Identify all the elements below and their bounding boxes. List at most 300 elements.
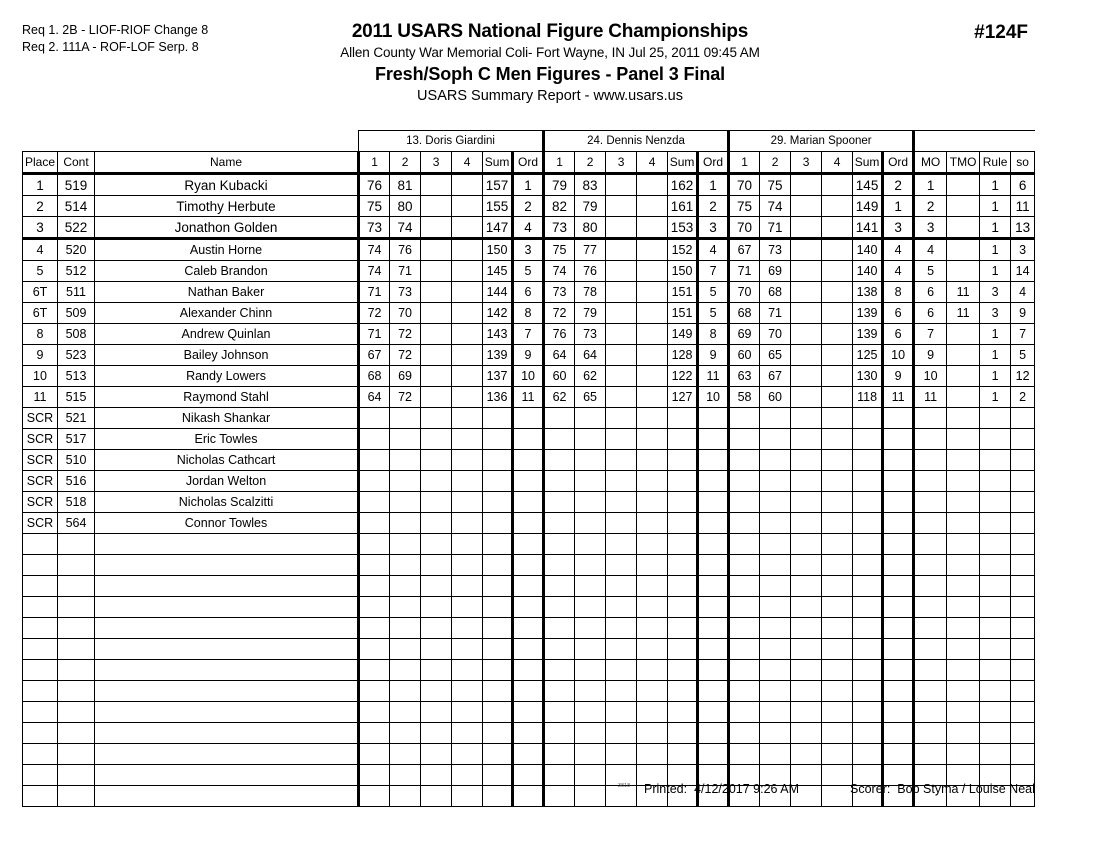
cell-rule: 3 (980, 282, 1011, 303)
cell-judge2-figure4 (637, 429, 668, 450)
cell-judge3-sum (853, 534, 883, 555)
cell-judge3-figure1: 60 (729, 345, 760, 366)
cell-name (95, 702, 359, 723)
cell-judge3-figure4 (822, 723, 853, 744)
cell-tmo (947, 217, 980, 239)
table-row-blank[interactable] (23, 639, 1035, 660)
table-row[interactable] (23, 282, 1035, 303)
cell-judge2-figure4 (637, 387, 668, 408)
table-row[interactable] (23, 492, 1035, 513)
cell-judge2-ord (698, 576, 729, 597)
cell-judge1-figure2: 73 (390, 282, 421, 303)
cell-judge2-figure3 (606, 196, 637, 217)
cell-judge3-sum (853, 576, 883, 597)
cell-mo: 9 (914, 345, 947, 366)
cell-judge3-figure2: 69 (760, 261, 791, 282)
cell-judge2-figure2: 64 (575, 345, 606, 366)
cell-judge2-figure3 (606, 723, 637, 744)
cell-rule: 1 (980, 261, 1011, 282)
cell-place: 10 (23, 366, 58, 387)
cell-judge2-figure2 (575, 513, 606, 534)
cell-judge1-figure2 (390, 723, 421, 744)
table-row[interactable] (23, 408, 1035, 429)
cell-so (1011, 492, 1035, 513)
cell-mo (914, 660, 947, 681)
cell-judge3-figure1 (729, 702, 760, 723)
cell-place (23, 555, 58, 576)
cell-judge1-sum (483, 681, 513, 702)
cell-cont (58, 534, 95, 555)
cell-judge1-figure2 (390, 660, 421, 681)
header-judge3-figure-3: 3 (791, 152, 822, 174)
cell-judge2-ord (698, 744, 729, 765)
cell-judge3-figure1 (729, 492, 760, 513)
header-judge1-figure-1: 1 (359, 152, 390, 174)
cell-judge1-sum (483, 723, 513, 744)
cell-tmo (947, 555, 980, 576)
cell-judge2-figure3 (606, 324, 637, 345)
cell-name (95, 660, 359, 681)
cell-judge1-figure1 (359, 534, 390, 555)
cell-so: 4 (1011, 282, 1035, 303)
header-judge2-figure-4: 4 (637, 152, 668, 174)
cell-judge1-ord: 3 (513, 239, 544, 261)
cell-judge3-sum: 145 (853, 174, 883, 196)
table-row-blank[interactable] (23, 534, 1035, 555)
cell-mo (914, 744, 947, 765)
table-row-blank[interactable] (23, 597, 1035, 618)
cell-judge3-figure3 (791, 239, 822, 261)
cell-judge2-figure1: 73 (544, 282, 575, 303)
cell-judge1-figure1 (359, 492, 390, 513)
cell-judge1-figure4 (452, 513, 483, 534)
cell-judge1-sum: 142 (483, 303, 513, 324)
table-row[interactable] (23, 324, 1035, 345)
cell-judge3-figure4 (822, 492, 853, 513)
cell-judge1-ord (513, 576, 544, 597)
cell-judge3-figure2: 71 (760, 303, 791, 324)
cell-judge2-figure1 (544, 408, 575, 429)
cell-place (23, 681, 58, 702)
table-row-blank[interactable] (23, 744, 1035, 765)
cell-so: 9 (1011, 303, 1035, 324)
cell-judge1-figure4 (452, 492, 483, 513)
cell-judge2-figure2: 62 (575, 366, 606, 387)
cell-so: 7 (1011, 324, 1035, 345)
cell-judge1-ord (513, 618, 544, 639)
cell-judge3-figure1 (729, 555, 760, 576)
cell-judge1-sum: 155 (483, 196, 513, 217)
cell-cont (58, 555, 95, 576)
header-mo: MO (914, 152, 947, 174)
table-row[interactable] (23, 303, 1035, 324)
table-row-blank[interactable] (23, 555, 1035, 576)
cell-judge1-figure4 (452, 217, 483, 239)
cell-judge3-sum (853, 618, 883, 639)
cell-judge2-ord (698, 660, 729, 681)
cell-so (1011, 702, 1035, 723)
header-judge1-sum: Sum (483, 152, 513, 174)
cell-judge1-ord (513, 513, 544, 534)
table-row[interactable] (23, 217, 1035, 239)
cell-judge3-ord: 4 (883, 261, 914, 282)
cell-judge2-figure2 (575, 639, 606, 660)
cell-judge3-figure2 (760, 639, 791, 660)
cell-judge1-figure2: 71 (390, 261, 421, 282)
cell-judge1-figure2 (390, 597, 421, 618)
cell-judge3-figure1: 63 (729, 366, 760, 387)
header-judge2-figure-2: 2 (575, 152, 606, 174)
cell-rule (980, 492, 1011, 513)
cell-judge3-figure2 (760, 660, 791, 681)
cell-judge1-figure4 (452, 744, 483, 765)
cell-judge3-figure2 (760, 744, 791, 765)
cell-judge2-figure1: 60 (544, 366, 575, 387)
cell-mo (914, 702, 947, 723)
cell-name: Ryan Kubacki (95, 174, 359, 196)
cell-judge3-sum (853, 555, 883, 576)
cell-judge2-sum (668, 534, 698, 555)
cell-judge2-figure3 (606, 303, 637, 324)
cell-judge3-figure4 (822, 303, 853, 324)
cell-rule: 1 (980, 366, 1011, 387)
cell-judge1-sum: 150 (483, 239, 513, 261)
cell-judge3-figure2 (760, 471, 791, 492)
table-row[interactable] (23, 429, 1035, 450)
cell-mo: 5 (914, 261, 947, 282)
cell-judge1-sum (483, 450, 513, 471)
cell-judge2-figure1: 74 (544, 261, 575, 282)
cell-so (1011, 597, 1035, 618)
cell-mo (914, 513, 947, 534)
cell-judge1-figure1 (359, 597, 390, 618)
table-row[interactable] (23, 345, 1035, 366)
table-row-blank[interactable] (23, 702, 1035, 723)
cell-judge1-ord (513, 429, 544, 450)
cell-judge2-ord: 5 (698, 282, 729, 303)
judge-header-2: 24. Dennis Nenzda (544, 131, 729, 152)
cell-judge2-figure3 (606, 576, 637, 597)
cell-cont (58, 597, 95, 618)
cell-judge3-figure1 (729, 576, 760, 597)
cell-name: Caleb Brandon (95, 261, 359, 282)
cell-judge2-sum (668, 660, 698, 681)
cell-judge2-ord: 11 (698, 366, 729, 387)
cell-tmo (947, 576, 980, 597)
cell-judge2-figure4 (637, 576, 668, 597)
cell-judge1-figure3 (421, 174, 452, 196)
cell-judge3-figure2 (760, 513, 791, 534)
cell-tmo (947, 681, 980, 702)
header-judge1-figure-3: 3 (421, 152, 452, 174)
cell-judge2-sum (668, 450, 698, 471)
cell-rule (980, 618, 1011, 639)
cell-place (23, 618, 58, 639)
scorer-label: Scorer: (850, 782, 891, 796)
cell-judge1-figure1 (359, 702, 390, 723)
table-row-blank[interactable] (23, 660, 1035, 681)
cell-tmo (947, 366, 980, 387)
header-tmo: TMO (947, 152, 980, 174)
printed-timestamp (644, 782, 799, 796)
cell-judge1-figure4 (452, 723, 483, 744)
cell-name: Alexander Chinn (95, 303, 359, 324)
cell-judge2-ord (698, 723, 729, 744)
cell-mo: 1 (914, 174, 947, 196)
cell-name: Connor Towles (95, 513, 359, 534)
cell-judge1-figure3 (421, 492, 452, 513)
cell-mo (914, 639, 947, 660)
cell-judge3-sum (853, 660, 883, 681)
cell-judge1-figure3 (421, 196, 452, 217)
cell-judge2-sum (668, 681, 698, 702)
cell-judge2-figure3 (606, 492, 637, 513)
cell-judge2-figure3 (606, 366, 637, 387)
table-row-blank[interactable] (23, 681, 1035, 702)
cell-judge2-ord (698, 702, 729, 723)
cell-judge2-sum: 150 (668, 261, 698, 282)
cell-mo: 4 (914, 239, 947, 261)
cell-mo: 7 (914, 324, 947, 345)
cell-name: Timothy Herbute (95, 196, 359, 217)
cell-judge2-figure1 (544, 429, 575, 450)
table-row[interactable] (23, 471, 1035, 492)
cell-judge3-figure3 (791, 174, 822, 196)
header-so: so (1011, 152, 1035, 174)
cell-judge1-figure4 (452, 282, 483, 303)
cell-so (1011, 513, 1035, 534)
cell-judge2-figure2 (575, 576, 606, 597)
cell-judge2-sum: 162 (668, 174, 698, 196)
cell-judge1-sum (483, 513, 513, 534)
cell-mo: 6 (914, 282, 947, 303)
cell-judge2-figure1 (544, 513, 575, 534)
table-row[interactable] (23, 450, 1035, 471)
cell-judge2-ord: 9 (698, 345, 729, 366)
cell-judge1-sum (483, 555, 513, 576)
cell-judge1-figure4 (452, 174, 483, 196)
table-row[interactable] (23, 239, 1035, 261)
cell-judge2-figure4 (637, 450, 668, 471)
cell-judge1-ord (513, 597, 544, 618)
cell-mo (914, 408, 947, 429)
cell-judge3-figure3 (791, 576, 822, 597)
cell-name: Jonathon Golden (95, 217, 359, 239)
cell-judge3-figure4 (822, 217, 853, 239)
cell-so: 3 (1011, 239, 1035, 261)
cell-judge2-figure4 (637, 597, 668, 618)
cell-judge3-figure3 (791, 303, 822, 324)
cell-judge3-figure1 (729, 429, 760, 450)
table-row[interactable] (23, 261, 1035, 282)
cell-judge3-sum (853, 723, 883, 744)
cell-tmo (947, 387, 980, 408)
cell-judge2-ord: 1 (698, 174, 729, 196)
cell-rule (980, 723, 1011, 744)
cell-rule (980, 597, 1011, 618)
cell-cont: 522 (58, 217, 95, 239)
cell-judge2-figure1 (544, 660, 575, 681)
cell-judge2-figure2 (575, 597, 606, 618)
cell-judge2-figure2: 80 (575, 217, 606, 239)
table-row[interactable] (23, 387, 1035, 408)
cell-judge2-figure2 (575, 660, 606, 681)
cell-judge3-figure4 (822, 324, 853, 345)
cell-judge1-figure4 (452, 702, 483, 723)
table-row[interactable] (23, 366, 1035, 387)
cell-judge3-figure2 (760, 429, 791, 450)
cell-judge3-figure2: 70 (760, 324, 791, 345)
cell-mo: 3 (914, 217, 947, 239)
cell-judge2-ord (698, 639, 729, 660)
cell-judge1-figure2 (390, 450, 421, 471)
cell-judge2-figure4 (637, 217, 668, 239)
cell-judge1-sum (483, 471, 513, 492)
cell-judge1-figure4 (452, 639, 483, 660)
cell-rule: 1 (980, 196, 1011, 217)
cell-judge2-sum: 127 (668, 387, 698, 408)
cell-judge1-figure3 (421, 471, 452, 492)
cell-judge1-figure2: 72 (390, 324, 421, 345)
cell-judge1-figure1: 74 (359, 239, 390, 261)
cell-judge2-figure2: 76 (575, 261, 606, 282)
cell-judge2-figure3 (606, 681, 637, 702)
cell-judge3-figure2 (760, 702, 791, 723)
cell-judge3-figure4 (822, 639, 853, 660)
cell-place: SCR (23, 513, 58, 534)
cell-name (95, 576, 359, 597)
cell-judge2-sum (668, 702, 698, 723)
cell-judge3-figure2: 74 (760, 196, 791, 217)
cell-so (1011, 681, 1035, 702)
cell-tmo: 11 (947, 282, 980, 303)
cell-judge2-sum: 152 (668, 239, 698, 261)
cell-judge2-ord: 3 (698, 217, 729, 239)
table-row-blank[interactable] (23, 723, 1035, 744)
cell-judge3-ord: 9 (883, 366, 914, 387)
cell-so (1011, 618, 1035, 639)
requirement-line-1: Req 1. 2B - LIOF-RIOF Change 8 (22, 23, 209, 37)
cell-judge1-figure1 (359, 408, 390, 429)
cell-judge3-sum: 125 (853, 345, 883, 366)
cell-judge3-figure1 (729, 513, 760, 534)
cell-cont (58, 618, 95, 639)
cell-cont: 511 (58, 282, 95, 303)
cell-judge3-ord: 11 (883, 387, 914, 408)
cell-judge1-figure2: 72 (390, 387, 421, 408)
table-row-blank[interactable] (23, 618, 1035, 639)
cell-tmo (947, 345, 980, 366)
cell-judge3-figure1: 75 (729, 196, 760, 217)
table-row[interactable] (23, 174, 1035, 196)
cell-so: 12 (1011, 366, 1035, 387)
cell-judge1-ord (513, 492, 544, 513)
cell-so (1011, 429, 1035, 450)
cell-judge1-sum: 143 (483, 324, 513, 345)
cell-judge2-figure1: 64 (544, 345, 575, 366)
cell-name (95, 534, 359, 555)
cell-judge2-figure3 (606, 387, 637, 408)
cell-judge1-sum (483, 639, 513, 660)
cell-judge2-ord (698, 471, 729, 492)
cell-rule (980, 429, 1011, 450)
cell-judge1-figure4 (452, 450, 483, 471)
cell-mo (914, 471, 947, 492)
cell-judge3-sum (853, 681, 883, 702)
cell-judge3-figure2 (760, 492, 791, 513)
table-row[interactable] (23, 513, 1035, 534)
cell-judge3-figure3 (791, 324, 822, 345)
cell-judge2-figure1: 82 (544, 196, 575, 217)
cell-judge2-figure2: 79 (575, 196, 606, 217)
cell-judge1-figure3 (421, 366, 452, 387)
cell-rule: 1 (980, 239, 1011, 261)
cell-so: 5 (1011, 345, 1035, 366)
cell-judge1-figure3 (421, 345, 452, 366)
cell-judge2-figure1 (544, 534, 575, 555)
table-row[interactable] (23, 196, 1035, 217)
cell-judge1-figure2: 81 (390, 174, 421, 196)
cell-rule (980, 639, 1011, 660)
cell-rule (980, 534, 1011, 555)
cell-judge2-sum: 151 (668, 303, 698, 324)
cell-judge2-figure2 (575, 702, 606, 723)
cell-judge1-sum (483, 702, 513, 723)
cell-judge2-figure2 (575, 492, 606, 513)
cell-judge3-figure2: 73 (760, 239, 791, 261)
header-judge3-figure-2: 2 (760, 152, 791, 174)
cell-judge2-sum (668, 618, 698, 639)
table-row-blank[interactable] (23, 576, 1035, 597)
cell-name (95, 555, 359, 576)
cell-judge3-figure1 (729, 471, 760, 492)
cell-mo (914, 492, 947, 513)
cell-judge3-ord (883, 492, 914, 513)
cell-name: Randy Lowers (95, 366, 359, 387)
cell-judge2-sum (668, 639, 698, 660)
cell-judge3-figure1 (729, 534, 760, 555)
cell-judge1-ord: 6 (513, 282, 544, 303)
cell-judge2-figure2 (575, 429, 606, 450)
cell-judge1-ord: 2 (513, 196, 544, 217)
cell-judge3-sum: 130 (853, 366, 883, 387)
cell-tmo (947, 723, 980, 744)
cell-judge1-sum: 157 (483, 174, 513, 196)
judge-band-tail (914, 131, 1035, 152)
cell-judge1-figure2 (390, 681, 421, 702)
cell-judge3-figure1: 70 (729, 174, 760, 196)
cell-judge1-sum (483, 744, 513, 765)
cell-judge2-figure4 (637, 174, 668, 196)
cell-judge1-figure3 (421, 618, 452, 639)
header-judge1-figure-2: 2 (390, 152, 421, 174)
cell-place: SCR (23, 429, 58, 450)
cell-judge1-figure2: 70 (390, 303, 421, 324)
cell-judge2-ord (698, 618, 729, 639)
cell-so (1011, 723, 1035, 744)
cell-name: Nikash Shankar (95, 408, 359, 429)
cell-cont: 516 (58, 471, 95, 492)
cell-tmo (947, 174, 980, 196)
cell-name: Raymond Stahl (95, 387, 359, 408)
cell-tmo (947, 261, 980, 282)
cell-judge3-figure3 (791, 639, 822, 660)
cell-judge2-figure4 (637, 618, 668, 639)
cell-judge3-ord (883, 408, 914, 429)
cell-judge3-figure2: 75 (760, 174, 791, 196)
event-code: #124F (974, 22, 1028, 43)
cell-tmo (947, 618, 980, 639)
